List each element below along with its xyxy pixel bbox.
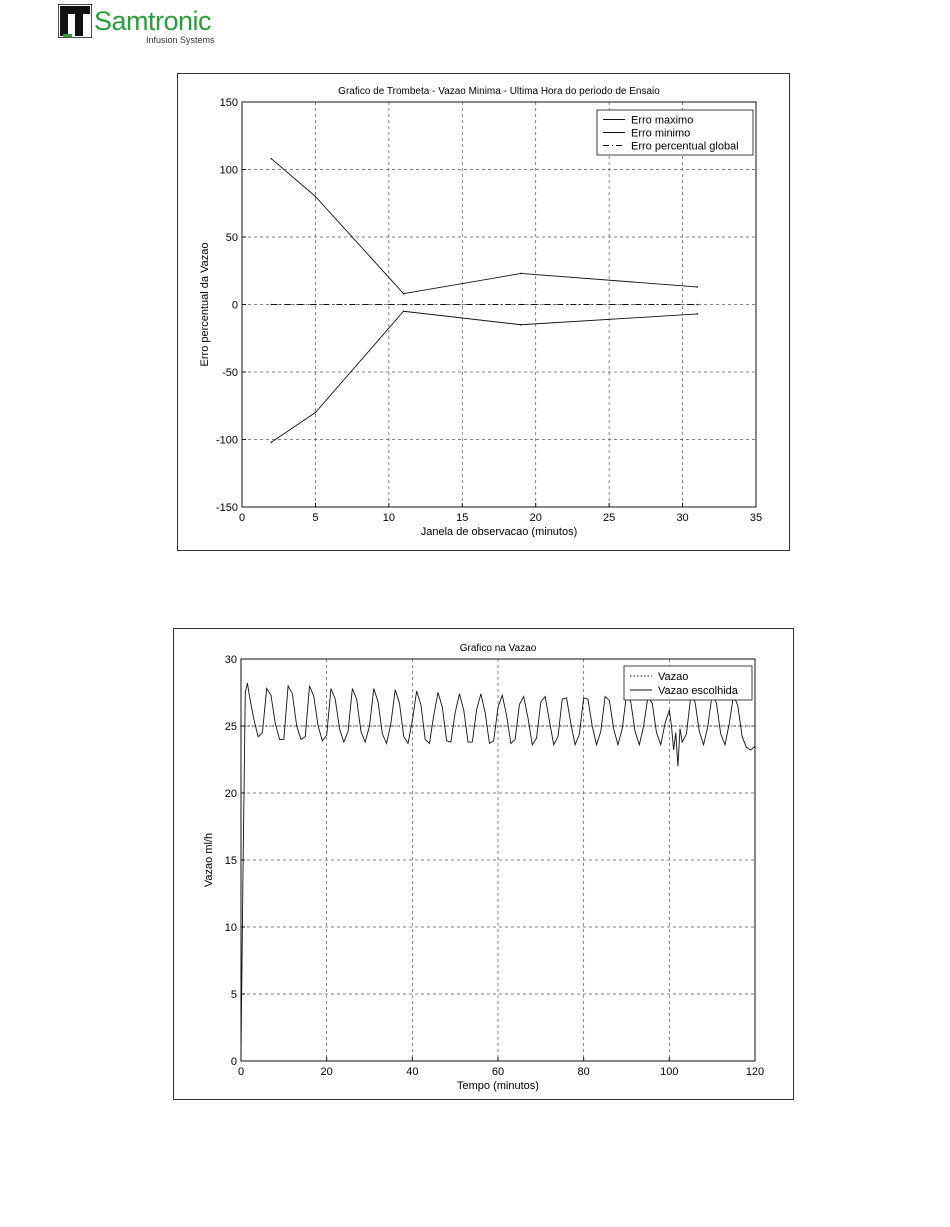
x-tick-label: 35 bbox=[749, 512, 763, 524]
series-0-point bbox=[240, 725, 242, 727]
x-tick-label: 0 bbox=[237, 1066, 245, 1078]
series-0-point bbox=[403, 293, 405, 295]
x-tick-label: 20 bbox=[320, 1066, 333, 1078]
x-tick-label: 25 bbox=[603, 512, 616, 524]
legend-label-1: Vazao escolhida bbox=[658, 685, 738, 697]
logo-brand-name: Samtronic bbox=[94, 6, 212, 36]
y-tick-label: -150 bbox=[215, 502, 238, 514]
y-tick-label: -100 bbox=[215, 434, 238, 447]
series-0-point bbox=[696, 286, 698, 288]
series-2-point bbox=[520, 304, 522, 306]
series-line-0 bbox=[271, 159, 697, 294]
x-tick-label: 80 bbox=[577, 1066, 590, 1078]
y-axis-label: Vazao ml/h bbox=[203, 832, 215, 888]
y-tick-label: 100 bbox=[219, 164, 238, 177]
series-line-1 bbox=[271, 311, 697, 442]
y-tick-label: 20 bbox=[224, 788, 237, 800]
series-0-point bbox=[520, 273, 522, 275]
x-axis-label: Tempo (minutos) bbox=[457, 1080, 539, 1092]
y-tick-label: 15 bbox=[224, 855, 237, 867]
logo-tagline: Infusion Systems bbox=[146, 35, 215, 45]
y-tick-label: 30 bbox=[224, 654, 237, 666]
y-tick-label: 5 bbox=[230, 989, 237, 1001]
x-axis-label: Janela de observacao (minutos) bbox=[420, 526, 578, 538]
x-tick-label: 40 bbox=[406, 1066, 419, 1078]
series-2-point bbox=[696, 304, 698, 306]
series-1-point bbox=[696, 313, 698, 315]
flow-chart bbox=[174, 629, 793, 1099]
trumpet-chart-frame bbox=[177, 73, 790, 551]
y-tick-label: 25 bbox=[224, 721, 237, 733]
series-1-point bbox=[520, 324, 522, 326]
y-tick-label: 0 bbox=[231, 299, 238, 312]
x-tick-label: 100 bbox=[660, 1066, 679, 1078]
series-1-point bbox=[315, 412, 317, 414]
x-tick-label: 10 bbox=[382, 512, 395, 524]
samtronic-logo bbox=[58, 4, 228, 46]
series-0-point bbox=[315, 196, 317, 198]
series-2-point bbox=[271, 304, 273, 306]
y-tick-label: 0 bbox=[230, 1056, 237, 1068]
chart-title: Grafico de Trombeta - Vazao Minima - Ultima Hora do periodo de Ensaio bbox=[338, 86, 660, 97]
x-tick-label: 60 bbox=[491, 1066, 505, 1078]
series-2-point bbox=[315, 304, 317, 306]
samtronic-logo-mark bbox=[58, 4, 92, 38]
legend-label-1: Erro minimo bbox=[631, 127, 691, 140]
legend-label-0: Erro maximo bbox=[631, 114, 694, 127]
x-tick-label: 5 bbox=[312, 512, 319, 524]
trumpet-chart bbox=[178, 74, 789, 550]
chart-title: Grafico na Vazao bbox=[459, 643, 537, 654]
series-1-point bbox=[403, 310, 405, 312]
legend-label-0: Vazao bbox=[658, 671, 689, 683]
legend-label-2: Erro percentual global bbox=[631, 140, 739, 153]
y-tick-label: 50 bbox=[225, 232, 238, 244]
series-0-point bbox=[271, 158, 273, 160]
x-tick-label: 120 bbox=[745, 1066, 765, 1078]
y-tick-label: -50 bbox=[222, 367, 238, 379]
x-tick-label: 30 bbox=[676, 512, 689, 524]
x-tick-label: 15 bbox=[456, 512, 469, 524]
series-2-point bbox=[403, 304, 405, 306]
x-tick-label: 20 bbox=[529, 512, 542, 524]
series-0-point bbox=[754, 725, 756, 727]
y-axis-label: Erro percentual da Vazao bbox=[199, 242, 211, 367]
y-tick-label: 10 bbox=[224, 922, 237, 934]
flow-chart-frame bbox=[173, 628, 794, 1100]
y-tick-label: 150 bbox=[219, 97, 238, 109]
series-1-point bbox=[271, 441, 273, 443]
x-tick-label: 0 bbox=[238, 512, 246, 524]
